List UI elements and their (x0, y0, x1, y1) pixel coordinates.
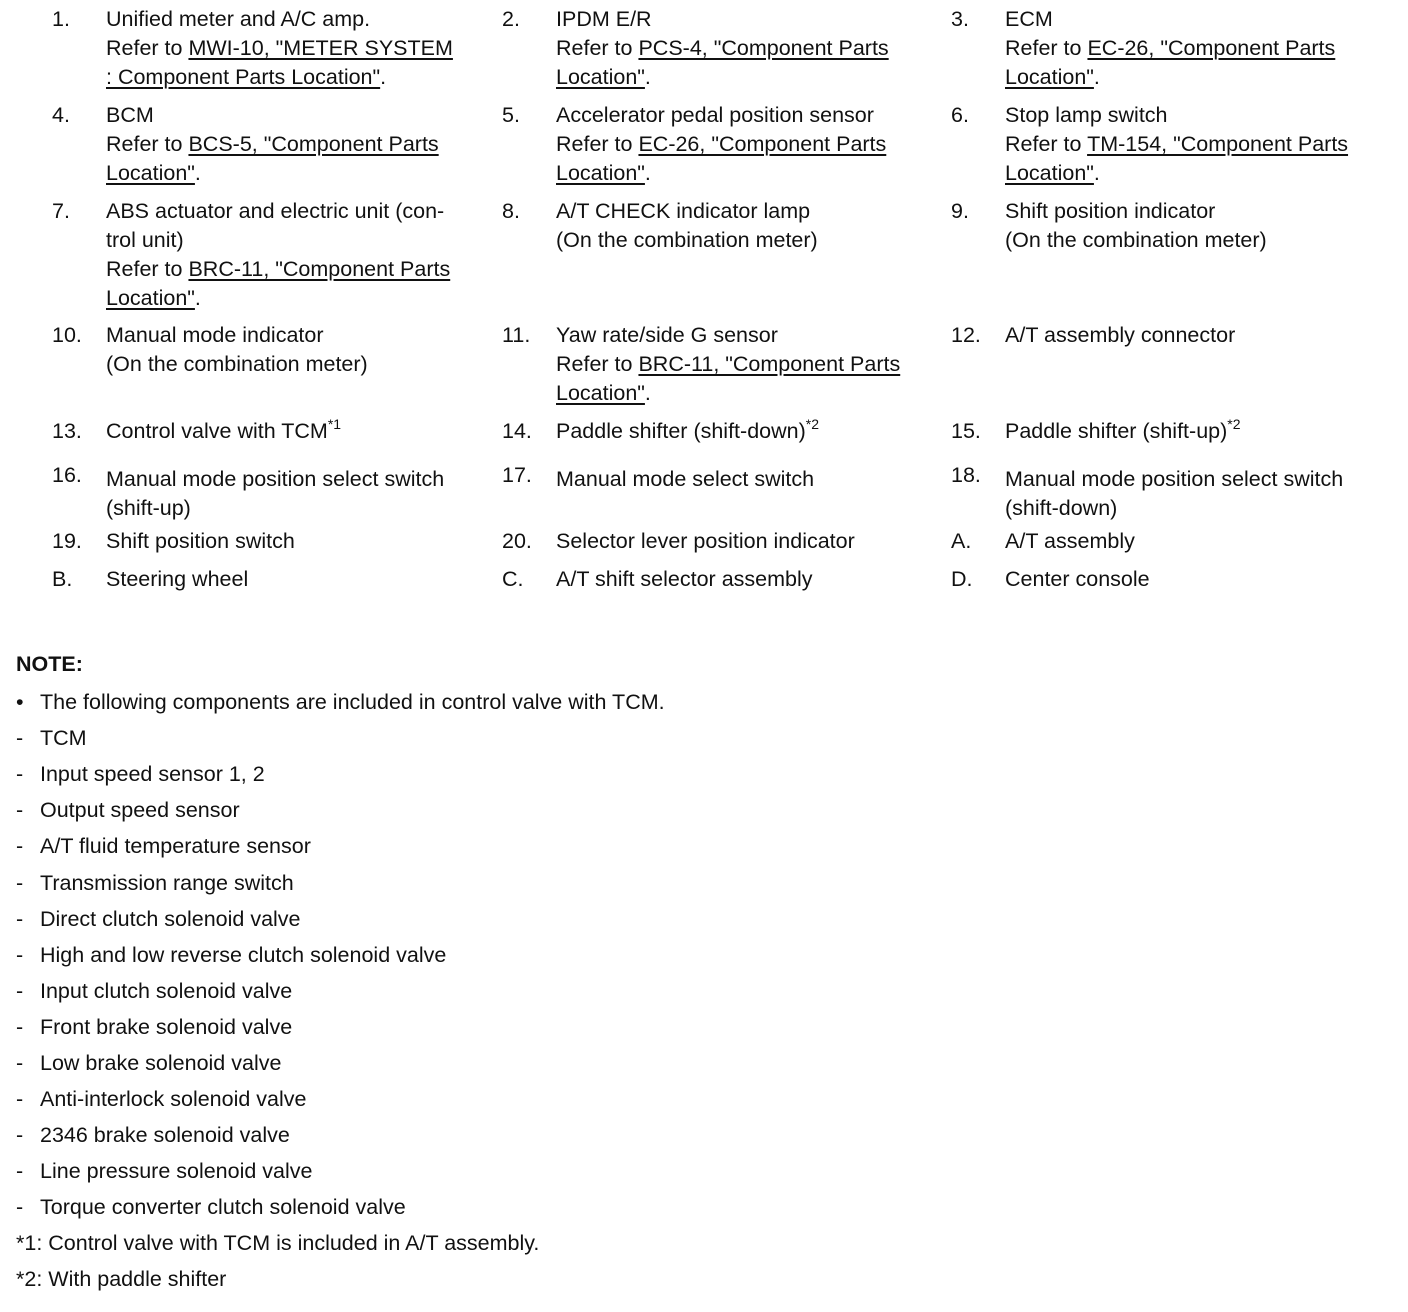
legend-item-line (556, 565, 813, 594)
legend-text-segment: . (1093, 161, 1100, 185)
bullet-mark: • (16, 690, 24, 714)
dash-mark: - (16, 1087, 24, 1112)
legend-item-text (106, 465, 444, 523)
legend-item-line (556, 226, 818, 255)
legend-item-number: 7. (52, 199, 70, 223)
legend-item-text (556, 527, 855, 556)
legend-item-text (106, 527, 295, 556)
legend-item-text (106, 321, 368, 379)
reference-link[interactable]: Location" (1005, 65, 1094, 89)
legend-text-segment: Paddle shifter (shift-down) (556, 419, 806, 443)
legend-item-number: 11. (502, 323, 531, 347)
legend-text-segment: (shift-up) (106, 496, 191, 520)
legend-item-number: 16. (52, 463, 82, 487)
legend-item-text (106, 417, 341, 446)
legend-text-segment: Selector lever position indicator (556, 529, 855, 553)
reference-link[interactable]: Location" (1005, 161, 1094, 185)
legend-text-segment: Refer to (106, 257, 189, 281)
legend-item-text (556, 465, 814, 494)
legend-item-text (1005, 417, 1241, 446)
legend-item-number: A. (951, 529, 972, 553)
legend-item-line (556, 350, 900, 379)
note-item-text: Direct clutch solenoid valve (40, 906, 301, 931)
legend-item-line (106, 34, 453, 63)
legend-item-line (556, 527, 855, 556)
legend-text-segment: Refer to (1005, 132, 1088, 156)
note-item-text: Anti-interlock solenoid valve (40, 1087, 307, 1112)
legend-item-line (106, 494, 444, 523)
legend-item-line (556, 5, 889, 34)
legend-item-text (1005, 5, 1335, 92)
legend-item-number: 13. (52, 419, 82, 443)
legend-item-line (106, 197, 450, 226)
legend-item-line (1005, 63, 1335, 92)
legend-item-number: 6. (951, 103, 969, 127)
legend-item-line (556, 321, 900, 350)
legend-text-segment: Refer to (556, 352, 639, 376)
legend-text-segment: . (644, 161, 651, 185)
legend-item-line (1005, 417, 1241, 446)
reference-link[interactable]: TM-154, "Component Parts (1087, 132, 1349, 156)
dash-mark: - (16, 942, 24, 967)
legend-text-segment: ECM (1005, 7, 1053, 31)
legend-text-segment: Manual mode indicator (106, 323, 324, 347)
reference-link[interactable]: Location" (556, 65, 645, 89)
footnote-1: *1: Control valve with TCM is included in A/T assembly. (16, 1231, 540, 1255)
note-item-text: Output speed sensor (40, 798, 240, 823)
legend-text-segment: ABS actuator and electric unit (con- (106, 199, 445, 223)
legend-text-segment: A/T assembly connector (1005, 323, 1236, 347)
legend-text-segment: Accelerator pedal position sensor (556, 103, 874, 127)
legend-item-line (1005, 226, 1267, 255)
legend-item-number: 9. (951, 199, 969, 223)
reference-link[interactable]: EC-26, "Component Parts (1087, 36, 1336, 60)
legend-item-line (556, 417, 819, 446)
footnote-marker: *1 (327, 415, 342, 432)
legend-item-text (556, 101, 886, 188)
legend-item-line (106, 565, 248, 594)
legend-item-number: C. (502, 567, 524, 591)
legend-text-segment: A/T assembly (1005, 529, 1135, 553)
legend-item-text (1005, 565, 1150, 594)
legend-item-text (106, 197, 450, 313)
note-item-text: The following components are included in control valve with TCM. (40, 690, 665, 714)
dash-mark: - (16, 1123, 24, 1148)
legend-item-number: 8. (502, 199, 520, 223)
legend-item-text (556, 565, 813, 594)
legend-item-line (556, 159, 886, 188)
legend-text-segment: Refer to (106, 132, 189, 156)
reference-link[interactable]: : Component Parts Location" (106, 65, 381, 89)
legend-text-segment: Refer to (106, 36, 189, 60)
legend-item-line (106, 5, 453, 34)
legend-item-number: 2. (502, 7, 520, 31)
legend-item-line (106, 527, 295, 556)
legend-text-segment: Steering wheel (106, 567, 249, 591)
legend-item-line (106, 63, 453, 92)
dash-mark: - (16, 762, 24, 787)
dash-mark: - (16, 834, 24, 859)
legend-item-line (106, 130, 439, 159)
legend-text-segment: . (1093, 65, 1100, 89)
note-item-text: Torque converter clutch solenoid valve (40, 1195, 406, 1220)
legend-item-text (1005, 527, 1135, 556)
legend-item-text (1005, 101, 1348, 188)
dash-mark: - (16, 1195, 24, 1220)
dash-mark: - (16, 978, 24, 1003)
legend-item-line (1005, 159, 1348, 188)
note-item-text: A/T fluid temperature sensor (40, 834, 311, 859)
legend-text-segment: Yaw rate/side G sensor (556, 323, 778, 347)
legend-text-segment: Manual mode select switch (556, 467, 815, 491)
legend-item-line (106, 255, 450, 284)
legend-item-text (556, 5, 889, 92)
legend-text-segment: Shift position switch (106, 529, 295, 553)
legend-item-text (556, 417, 819, 446)
note-item-text: Transmission range switch (40, 870, 294, 895)
note-item-text: Front brake solenoid valve (40, 1014, 293, 1039)
legend-item-text (106, 101, 439, 188)
legend-item-text (556, 321, 900, 408)
legend-item-line (556, 197, 818, 226)
legend-item-line (106, 284, 450, 313)
note-item-text: Line pressure solenoid valve (40, 1159, 313, 1184)
legend-text-segment: BCM (106, 103, 154, 127)
legend-text-segment: trol unit) (106, 228, 184, 252)
legend-item-line (556, 101, 886, 130)
legend-item-line (1005, 465, 1343, 494)
legend-item-text (106, 565, 248, 594)
footnote-marker: *2 (1227, 415, 1241, 432)
legend-text-segment: A/T shift selector assembly (556, 567, 813, 591)
reference-link[interactable]: PCS-4, "Component Parts (638, 36, 889, 60)
legend-text-segment: Center console (1005, 567, 1150, 591)
legend-text-segment: . (194, 161, 201, 185)
legend-text-segment: A/T CHECK indicator lamp (556, 199, 811, 223)
legend-text-segment: Stop lamp switch (1005, 103, 1168, 127)
legend-item-line (1005, 130, 1348, 159)
note-item-text: Low brake solenoid valve (40, 1051, 282, 1075)
legend-text-segment: Manual mode position select switch (106, 467, 445, 491)
reference-link[interactable]: BRC-11, "Component Parts (188, 257, 451, 281)
legend-item-line (556, 379, 900, 408)
legend-item-line (106, 350, 368, 379)
legend-text-segment: IPDM E/R (556, 7, 652, 31)
legend-item-number: 12. (951, 323, 981, 347)
legend-text-segment: (On the combination meter) (556, 228, 818, 252)
dash-mark: - (16, 870, 24, 895)
legend-item-number: 18. (951, 463, 981, 487)
legend-item-line (1005, 494, 1343, 523)
legend-item-line (106, 226, 450, 255)
legend-item-number: 4. (52, 103, 70, 127)
legend-item-number: 1. (52, 7, 70, 31)
footnote-2: *2: With paddle shifter (16, 1267, 227, 1291)
legend-text-segment: Shift position indicator (1005, 199, 1216, 223)
legend-item-number: 5. (502, 103, 520, 127)
legend-text-segment: . (644, 65, 651, 89)
reference-link[interactable]: Location" (556, 381, 645, 405)
legend-text-segment: Refer to (556, 36, 639, 60)
legend-item-number: 3. (951, 7, 969, 31)
note-item-text: High and low reverse clutch solenoid valve (40, 942, 447, 967)
legend-item-text (1005, 465, 1343, 523)
legend-item-number: 15. (951, 419, 981, 443)
note-item-text: Input clutch solenoid valve (40, 978, 293, 1003)
legend-text-segment: (shift-down) (1005, 496, 1118, 520)
legend-item-line (106, 417, 341, 446)
reference-link[interactable]: Location" (556, 161, 645, 185)
legend-item-line (1005, 5, 1335, 34)
legend-text-segment: . (380, 65, 387, 89)
legend-item-text (1005, 321, 1235, 350)
legend-text-segment: Control valve with TCM (106, 419, 328, 443)
reference-link[interactable]: Location" (106, 161, 195, 185)
dash-mark: - (16, 726, 24, 751)
legend-item-line (106, 101, 439, 130)
reference-link[interactable]: BCS-5, "Component Parts (188, 132, 439, 156)
dash-mark: - (16, 1051, 24, 1075)
legend-item-number: 17. (502, 463, 532, 487)
legend-item-number: D. (951, 567, 973, 591)
legend-item-text (106, 5, 453, 92)
legend-item-text (1005, 197, 1267, 255)
dash-mark: - (16, 1014, 24, 1039)
footnote-marker: *2 (805, 415, 819, 432)
legend-text-segment: . (644, 381, 651, 405)
legend-text-segment: (On the combination meter) (106, 352, 368, 376)
reference-link[interactable]: Location" (106, 286, 195, 310)
reference-link[interactable]: EC-26, "Component Parts (638, 132, 887, 156)
dash-mark: - (16, 906, 24, 931)
legend-text-segment: Paddle shifter (shift-up) (1005, 419, 1228, 443)
legend-text-segment: . (194, 286, 201, 310)
legend-item-line (556, 34, 889, 63)
note-item-text: Input speed sensor 1, 2 (40, 762, 265, 787)
legend-item-line (106, 465, 444, 494)
legend-item-line (106, 321, 368, 350)
note-title: NOTE: (16, 652, 83, 676)
legend-item-line (106, 159, 439, 188)
legend-item-line (1005, 101, 1348, 130)
note-item-text: 2346 brake solenoid valve (40, 1123, 290, 1148)
legend-item-text (556, 197, 818, 255)
legend-text-segment: Manual mode position select switch (1005, 467, 1344, 491)
legend-item-line (556, 465, 814, 494)
legend-item-line (1005, 565, 1150, 594)
legend-item-line (1005, 197, 1267, 226)
legend-item-number: B. (52, 567, 73, 591)
legend-item-number: 10. (52, 323, 82, 347)
legend-text-segment: (On the combination meter) (1005, 228, 1267, 252)
legend-text-segment: Unified meter and A/C amp. (106, 7, 371, 31)
legend-item-line (556, 63, 889, 92)
legend-text-segment: Refer to (1005, 36, 1088, 60)
legend-item-line (1005, 321, 1235, 350)
note-item-text: TCM (40, 726, 87, 751)
legend-item-line (556, 130, 886, 159)
reference-link[interactable]: BRC-11, "Component Parts (638, 352, 901, 376)
dash-mark: - (16, 1159, 24, 1184)
legend-item-line (1005, 527, 1135, 556)
legend-text-segment: Refer to (556, 132, 639, 156)
reference-link[interactable]: MWI-10, "METER SYSTEM (188, 36, 453, 60)
legend-item-number: 14. (502, 419, 532, 443)
legend-item-number: 20. (502, 529, 532, 553)
legend-item-number: 19. (52, 529, 82, 553)
legend-item-line (1005, 34, 1335, 63)
dash-mark: - (16, 798, 24, 823)
